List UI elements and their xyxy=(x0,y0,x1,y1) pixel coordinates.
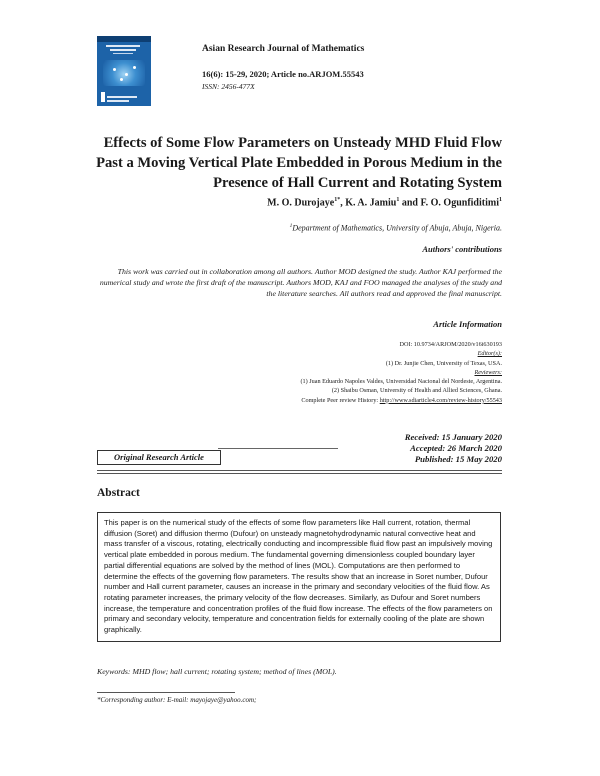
author-list xyxy=(267,197,502,208)
contributions-text: This work was carried out in collaboration among all authors. Author MOD designed the study. Author KAJ performed the numerical study and wrote the first draft of the manuscript. Authors MOD, KAJ and FOO managed the analyses of the study and the literature searches. All authors read and approved the final manuscript. xyxy=(99,267,502,298)
publication-dates xyxy=(405,432,502,465)
author-1-affiliation-mark: 1* xyxy=(334,197,341,203)
article-info-block xyxy=(162,340,502,405)
published-date: Published: 15 May 2020 xyxy=(414,454,502,464)
abstract-text: This paper is on the numerical study of the effects of some flow parameters like Hall current, rotation, thermal diffusion (Soret) and diffusion thermo (Dufour) on unsteady magnetohydrodynamic natural convective heat and mass transfer of a viscous, rotating, electrically conducting and incompressible fluid flow past an impulsively moving vertical plate embedded in porous medium. The fundamental governing dimensionless coupled boundary layer partial differential equations are solved by the method of lines (MOL). Computations are then performed to determine the effects of the governing flow parameters. The results show that an increase in Soret number, Dufour number and Hall current parameter, causes an increase in the primary and secondary velocities of the fluid flow. As rotating parameter increases, the primary velocity of the flow decreases. Similarly, as Dufour and Soret numbers increase, the temperature and concentration profiles of the fluid flow increase. The effects of the flow parameters on primary and secondary velocity, temperature and concentration fields for externally cooling of the plate are shown graphically. xyxy=(97,512,501,642)
contributions-heading: Authors' contributions xyxy=(422,244,502,254)
issn: ISSN: 2456-477X xyxy=(202,82,255,91)
author-2-affiliation-mark: 1 xyxy=(396,197,400,203)
author-3-affiliation-mark: 1 xyxy=(499,197,502,203)
divider xyxy=(218,448,338,449)
abstract-heading: Abstract xyxy=(97,487,140,499)
affiliation-mark: 1 xyxy=(289,223,293,229)
citation-line: 16(6): 15-29, 2020; Article no.ARJOM.55543 xyxy=(202,69,364,79)
reviewers-label: Reviewers: xyxy=(474,368,502,376)
author-3: F. O. Ogunfiditimi xyxy=(420,197,499,209)
review-history-link[interactable]: http://www.sdiarticle4.com/review-history/55543 xyxy=(379,396,502,404)
review-history-label: Complete Peer review History: xyxy=(301,396,380,404)
editor-entry: (1) Dr. Junjie Chen, University of Texas, USA. xyxy=(385,359,502,367)
author-separator: , xyxy=(340,197,346,209)
author-2: K. A. Jamiu xyxy=(345,197,397,209)
editors-label: Editor(s): xyxy=(477,350,502,358)
article-info-heading: Article Information xyxy=(433,319,502,329)
received-date: Received: 15 January 2020 xyxy=(404,432,502,442)
journal-cover-image xyxy=(97,36,151,106)
corresponding-author-footnote: *Corresponding author: E-mail: mayojaye@yahoo.com; xyxy=(97,696,257,704)
paper-title: Effects of Some Flow Parameters on Unsteady MHD Fluid Flow Past a Moving Vertical Plate Embedded in Porous Medium in the Presence of Hall Current and Rotating System xyxy=(96,135,502,191)
accepted-date: Accepted: 26 March 2020 xyxy=(410,443,502,453)
doi: DOI: 10.9734/ARJOM/2020/v16i630193 xyxy=(399,341,502,348)
reviewer-entry: (2) Shaibu Osman, University of Health and Allied Sciences, Ghana. xyxy=(331,387,502,395)
keywords: Keywords: MHD flow; hall current; rotating system; method of lines (MOL). xyxy=(97,667,337,676)
footnote-rule xyxy=(97,692,235,693)
affiliation xyxy=(290,223,502,233)
journal-name: Asian Research Journal of Mathematics xyxy=(202,44,365,54)
double-rule-divider xyxy=(97,470,502,474)
reviewer-entry: (1) Juan Eduardo Napoles Valdes, Universidad Nacional del Nordeste, Argentina. xyxy=(300,378,502,386)
author-separator: and xyxy=(399,197,421,209)
author-1: M. O. Durojaye xyxy=(267,197,335,209)
affiliation-text: Department of Mathematics, University of Abuja, Abuja, Nigeria. xyxy=(292,223,502,233)
article-type-badge: Original Research Article xyxy=(97,450,221,465)
